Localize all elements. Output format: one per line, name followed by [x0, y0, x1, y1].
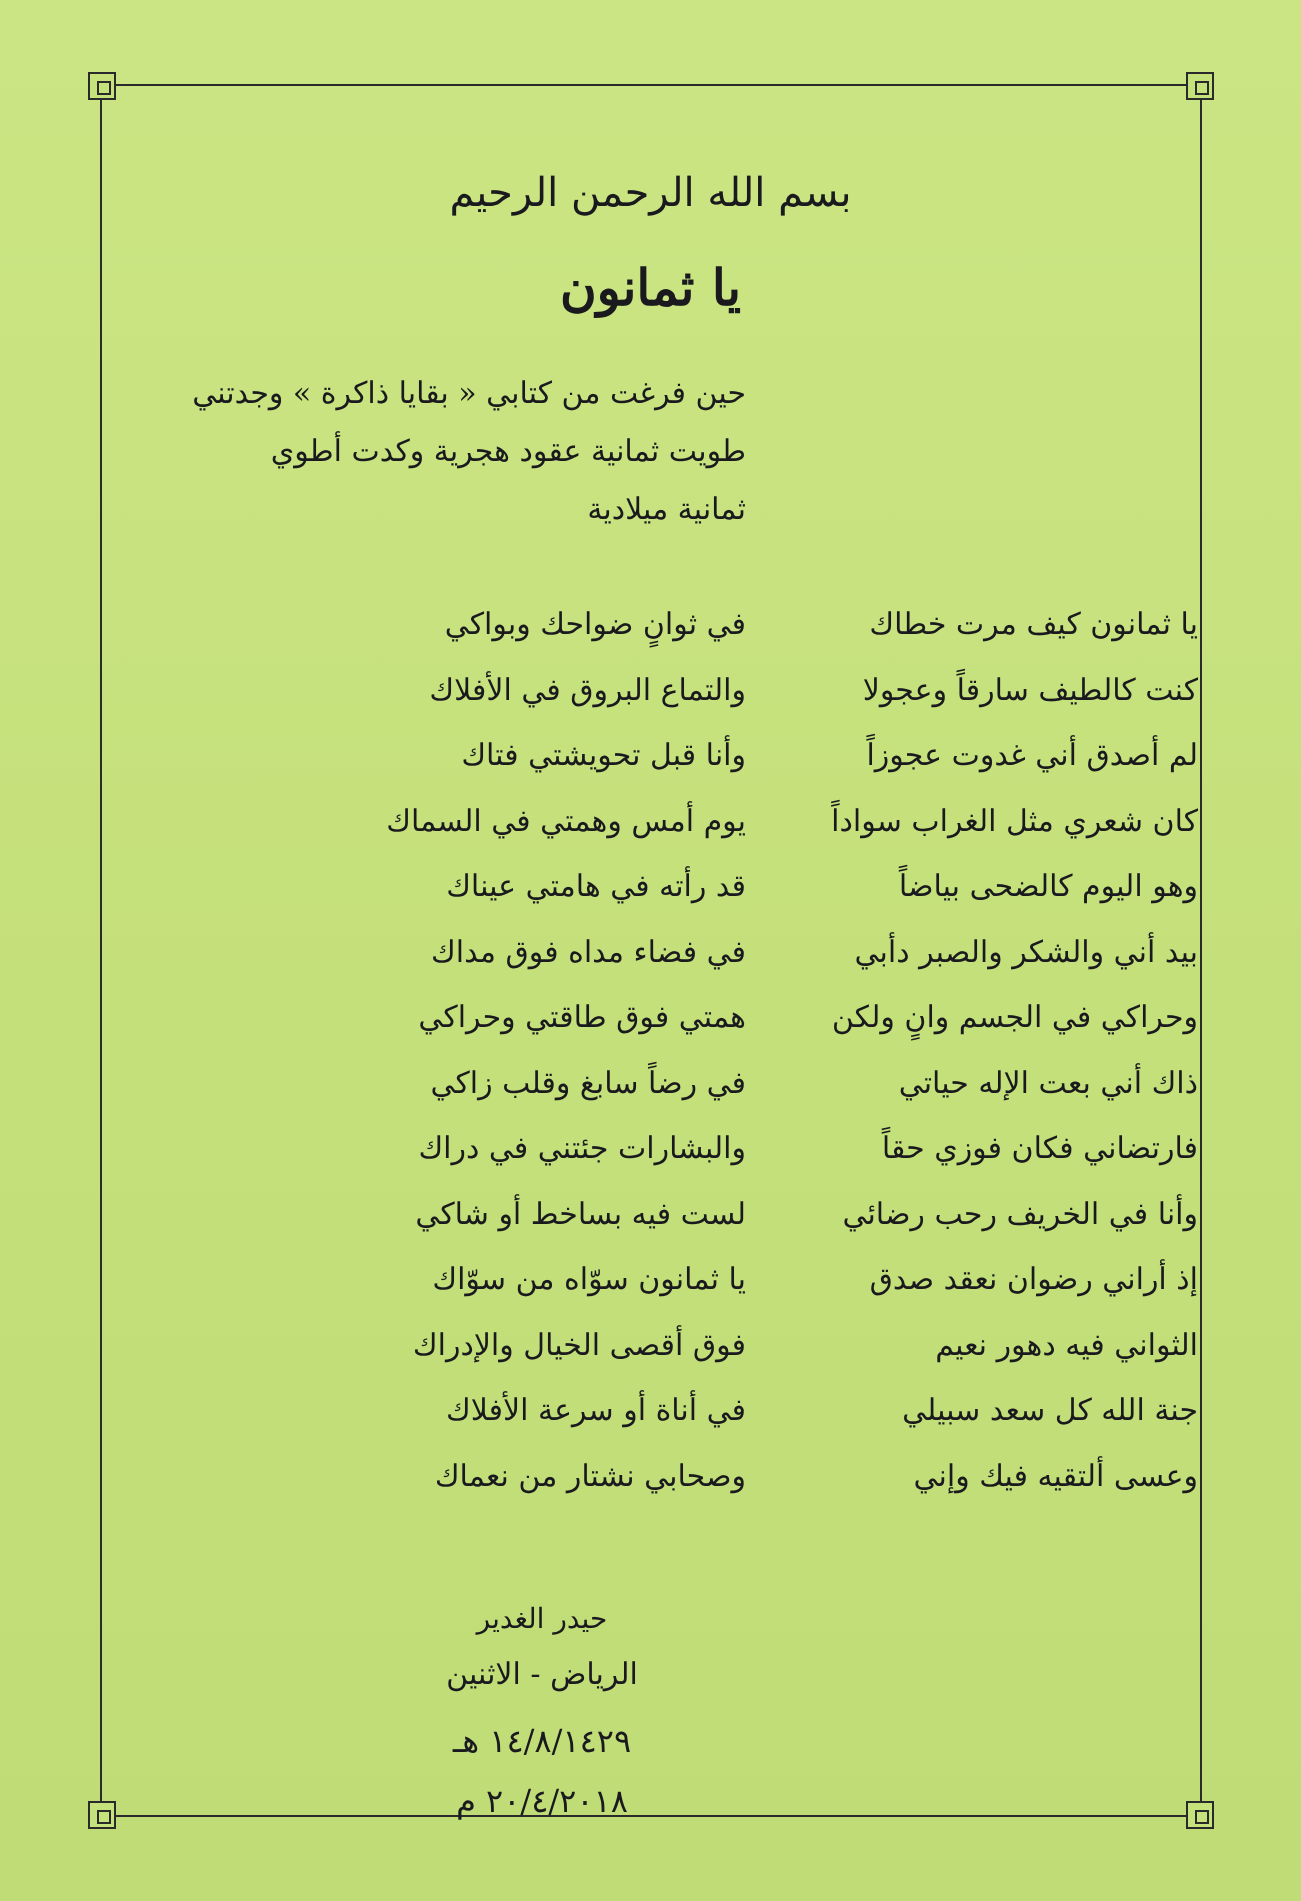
poem-left-column — [386, 592, 746, 1509]
verse-second-hemistich: همتي فوق طاقتي وحراكي — [418, 1000, 746, 1035]
verse-second-hemistich: وصحابي نشتار من نعماك — [434, 1458, 746, 1494]
verse-first-hemistich: كنت كالطيف سارقاً وعجولا — [862, 672, 1198, 708]
frame-corner-ornament — [88, 1801, 116, 1829]
verse-first-hemistich: وحراكي في الجسم وانٍ ولكن — [831, 1000, 1198, 1035]
intro-line: حين فرغت من كتابي « بقايا ذاكرة » وجدتني — [192, 376, 746, 411]
basmala: بسم الله الرحمن الرحيم — [449, 170, 852, 216]
verse-second-hemistich: لست فيه بساخط أو شاكي — [415, 1196, 746, 1232]
verse-second-hemistich: وأنا قبل تحويشتي فتاك — [461, 738, 746, 773]
verse-first-hemistich: وهو اليوم كالضحى بياضاً — [898, 869, 1198, 904]
place-and-day: الرياض - الاثنين — [446, 1657, 638, 1692]
verse-first-hemistich: الثواني فيه دهور نعيم — [935, 1327, 1198, 1363]
verse-second-hemistich: في ثوانٍ ضواحك وبواكي — [444, 607, 746, 642]
verse-second-hemistich: في فضاء مداه فوق مداك — [431, 934, 746, 970]
verse-first-hemistich: إذ أراني رضوان نعقد صدق — [869, 1262, 1198, 1297]
verse-second-hemistich: في أناة أو سرعة الأفلاك — [446, 1393, 746, 1428]
verse-second-hemistich: قد رأته في هامتي عيناك — [446, 869, 746, 904]
verse-first-hemistich: يا ثمانون كيف مرت خطاك — [869, 607, 1198, 642]
frame-corner-ornament — [1186, 1801, 1214, 1829]
verse-second-hemistich: يوم أمس وهمتي في السماك — [386, 803, 746, 839]
verse-second-hemistich: والتماع البروق في الأفلاك — [429, 672, 746, 708]
verse-second-hemistich: يا ثمانون سوّاه من سوّاك — [432, 1262, 746, 1297]
verse-first-hemistich: جنة الله كل سعد سبيلي — [902, 1393, 1198, 1428]
verse-second-hemistich: في رضاً سابغ وقلب زاكي — [430, 1065, 746, 1101]
verse-first-hemistich: وأنا في الخريف رحب رضائي — [842, 1196, 1198, 1232]
verse-first-hemistich: بيد أني والشكر والصبر دأبي — [854, 934, 1198, 970]
frame-corner-ornament — [88, 72, 116, 100]
verse-first-hemistich: ذاك أني بعت الإله حياتي — [898, 1065, 1198, 1101]
intro-line: ثمانية ميلادية — [587, 492, 746, 527]
verse-first-hemistich: وعسى ألتقيه فيك وإني — [913, 1458, 1198, 1494]
verse-first-hemistich: فارتضاني فكان فوزي حقاً — [881, 1131, 1198, 1166]
date-hijri: ١٤/٨/١٤٢٩ هـ — [452, 1722, 632, 1760]
frame-corner-ornament — [1186, 72, 1214, 100]
author-name: حيدر الغدير — [476, 1602, 608, 1635]
verse-second-hemistich: والبشارات جئتني في دراك — [418, 1131, 746, 1166]
date-gregorian: ٢٠/٤/٢٠١٨ م — [456, 1782, 628, 1820]
verse-second-hemistich: فوق أقصى الخيال والإدراك — [412, 1327, 746, 1363]
intro-line: طويت ثمانية عقود هجرية وكدت أطوي — [270, 434, 746, 469]
poem-right-column — [831, 592, 1198, 1509]
intro-paragraph — [192, 365, 746, 539]
verse-first-hemistich: كان شعري مثل الغراب سواداً — [831, 803, 1198, 839]
verse-first-hemistich: لم أصدق أني غدوت عجوزاً — [866, 738, 1198, 773]
poem-title: يا ثمانون — [559, 258, 742, 317]
